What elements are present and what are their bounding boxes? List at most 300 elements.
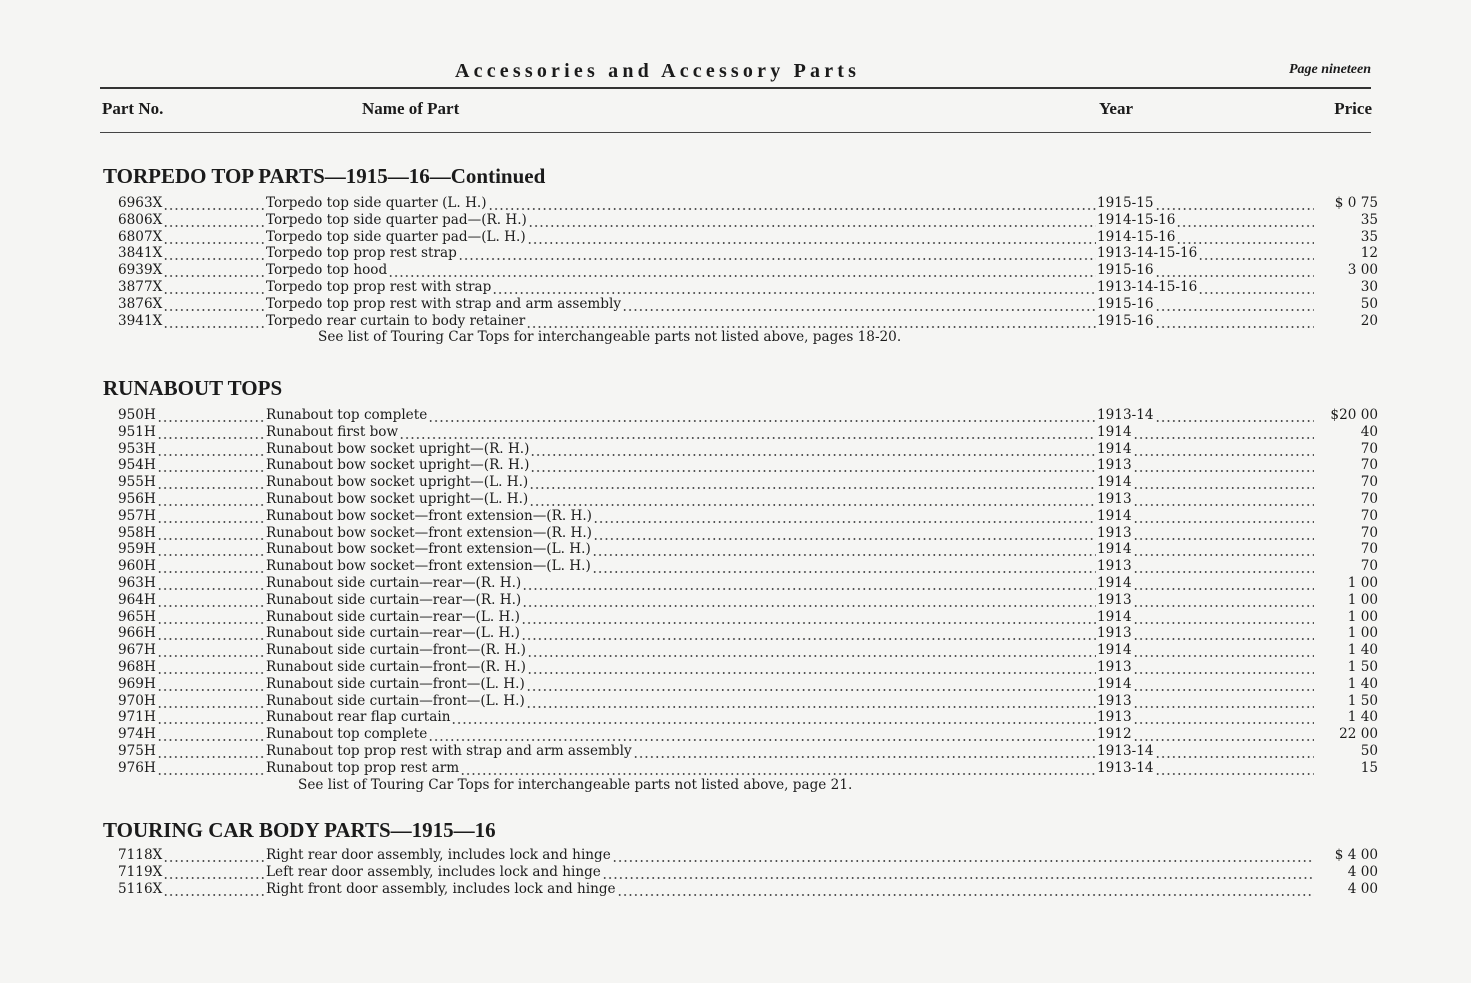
part-number: 969H	[118, 675, 156, 692]
dot-leader	[527, 642, 1096, 659]
price: 70	[1360, 524, 1378, 541]
year: 1913	[1097, 490, 1132, 507]
part-number-cell	[118, 743, 266, 760]
part-number-cell	[118, 229, 266, 246]
dot-leader	[1198, 279, 1314, 296]
dot-leader	[488, 195, 1096, 212]
year-cell	[1097, 195, 1315, 212]
year: 1913-14-15-16	[1097, 245, 1198, 262]
part-name: Runabout side curtain—rear—(R. H.)	[266, 591, 522, 608]
part-name-cell	[266, 541, 1097, 558]
part-number: 968H	[118, 658, 156, 675]
dot-leader	[593, 508, 1096, 525]
year-cell	[1097, 313, 1315, 330]
part-name-cell	[266, 760, 1097, 777]
price: 1 00	[1347, 574, 1378, 591]
part-number-cell	[118, 212, 266, 229]
dot-leader	[157, 508, 265, 525]
price: 30	[1360, 278, 1378, 295]
part-number: 950H	[118, 407, 156, 423]
price: 50	[1360, 742, 1378, 759]
year-cell	[1097, 508, 1315, 525]
price: 50	[1360, 295, 1378, 312]
year-cell	[1097, 279, 1315, 296]
year-cell	[1097, 457, 1315, 474]
price: 70	[1360, 457, 1378, 474]
dot-leader	[157, 407, 265, 424]
year: 1913-14-15-16	[1097, 278, 1198, 295]
dot-leader	[592, 558, 1096, 575]
price: 1 40	[1347, 642, 1378, 659]
part-number: 955H	[118, 474, 156, 491]
dot-leader	[1133, 525, 1314, 542]
year-cell	[1097, 424, 1315, 441]
column-header-name: Name of Part	[362, 99, 460, 118]
part-name-cell	[266, 441, 1097, 458]
price: $ 0 75	[1334, 195, 1378, 211]
price: 70	[1360, 490, 1378, 507]
dot-leader	[157, 676, 265, 693]
year: 1913-14	[1097, 742, 1154, 759]
year-cell	[1097, 245, 1315, 262]
column-header-price: Price	[1334, 99, 1372, 118]
part-name-cell	[266, 592, 1097, 609]
dot-leader	[1198, 245, 1314, 262]
dot-leader	[1176, 229, 1314, 246]
price: $20 00	[1330, 407, 1378, 423]
dot-leader	[157, 693, 265, 710]
year-cell	[1097, 743, 1315, 760]
part-number: 6806X	[118, 211, 163, 228]
year: 1913	[1097, 457, 1132, 474]
year-cell	[1097, 541, 1315, 558]
dot-leader	[1155, 743, 1315, 760]
table-row	[118, 457, 1378, 474]
dot-leader	[1155, 195, 1315, 212]
column-header-rule	[100, 132, 1371, 133]
year: 1914	[1097, 423, 1132, 440]
part-number: 957H	[118, 507, 156, 524]
dot-leader	[633, 743, 1096, 760]
year: 1913	[1097, 558, 1132, 575]
price: 70	[1360, 541, 1378, 558]
dot-leader	[388, 262, 1096, 279]
part-name: Runabout side curtain—front—(L. H.)	[266, 692, 525, 709]
part-name-cell	[266, 881, 1315, 898]
dot-leader	[1133, 676, 1314, 693]
price: 35	[1360, 211, 1378, 228]
year-cell	[1097, 609, 1315, 626]
table-row	[118, 441, 1378, 458]
dot-leader	[1133, 726, 1314, 743]
part-name-cell	[266, 676, 1097, 693]
part-number-cell	[118, 407, 266, 424]
part-number-cell	[118, 642, 266, 659]
dot-leader	[521, 625, 1096, 642]
dot-leader	[529, 491, 1096, 508]
section-title: TORPEDO TOP PARTS—1915—16—Continued	[103, 164, 546, 188]
part-name-cell	[266, 245, 1097, 262]
part-name-cell	[266, 558, 1097, 575]
part-number: 976H	[118, 759, 156, 776]
part-number-cell	[118, 609, 266, 626]
table-row	[118, 313, 1378, 330]
table-row	[118, 245, 1378, 262]
part-name-cell	[266, 847, 1315, 864]
year: 1915-16	[1097, 295, 1154, 312]
part-name: Runabout bow socket—front extension—(L. H.)	[266, 541, 591, 558]
dot-leader	[163, 296, 265, 313]
part-number: 951H	[118, 423, 156, 440]
part-name-cell	[266, 195, 1097, 212]
part-name: Runabout side curtain—front—(R. H.)	[266, 642, 526, 659]
price: 1 00	[1347, 591, 1378, 608]
dot-leader	[1133, 659, 1314, 676]
table-row	[118, 760, 1378, 777]
dot-leader	[163, 279, 265, 296]
table-row	[118, 693, 1378, 710]
dot-leader	[527, 659, 1096, 676]
year: 1913-14	[1097, 407, 1154, 423]
part-name: Runabout bow socket—front extension—(R. H.)	[266, 507, 592, 524]
dot-leader	[163, 229, 265, 246]
table-row	[118, 592, 1378, 609]
price: 40	[1360, 423, 1378, 440]
price: 70	[1360, 474, 1378, 491]
part-name: Runabout bow socket upright—(R. H.)	[266, 440, 530, 457]
part-number-cell	[118, 441, 266, 458]
year: 1914	[1097, 507, 1132, 524]
column-header-year: Year	[1099, 99, 1133, 118]
part-number: 3941X	[118, 312, 163, 329]
year-cell	[1097, 693, 1315, 710]
price: $ 4 00	[1334, 847, 1378, 863]
part-name: Torpedo top hood	[266, 262, 388, 279]
year: 1912	[1097, 726, 1132, 743]
year: 1914-15-16	[1097, 211, 1176, 228]
part-number: 960H	[118, 558, 156, 575]
dot-leader	[1133, 508, 1314, 525]
dot-leader	[163, 262, 265, 279]
dot-leader	[163, 881, 265, 898]
part-name-cell	[266, 262, 1097, 279]
dot-leader	[528, 212, 1096, 229]
section-title: TOURING CAR BODY PARTS—1915—16	[103, 818, 496, 842]
part-number-cell	[118, 693, 266, 710]
year-cell	[1097, 441, 1315, 458]
dot-leader	[157, 525, 265, 542]
dot-leader	[157, 760, 265, 777]
part-name-cell	[266, 407, 1097, 424]
dot-leader	[163, 212, 265, 229]
dot-leader	[1133, 642, 1314, 659]
part-number-cell	[118, 508, 266, 525]
dot-leader	[157, 441, 265, 458]
part-number-cell	[118, 525, 266, 542]
dot-leader	[1133, 558, 1314, 575]
parts-table-runabout	[118, 407, 1378, 793]
part-name: Torpedo top side quarter pad—(R. H.)	[266, 211, 527, 228]
dot-leader	[1133, 474, 1314, 491]
price: 1 00	[1347, 625, 1378, 642]
part-name-cell	[266, 575, 1097, 592]
table-row	[118, 847, 1378, 864]
part-number-cell	[118, 541, 266, 558]
table-row	[118, 491, 1378, 508]
part-number-cell	[118, 726, 266, 743]
dot-leader	[1155, 296, 1315, 313]
table-row	[118, 508, 1378, 525]
dot-leader	[157, 491, 265, 508]
part-number-cell	[118, 558, 266, 575]
part-name-cell	[266, 709, 1097, 726]
year-cell	[1097, 212, 1315, 229]
dot-leader	[526, 693, 1096, 710]
part-name-cell	[266, 659, 1097, 676]
year-cell	[1097, 625, 1315, 642]
price: 15	[1360, 759, 1378, 776]
part-name-cell	[266, 313, 1097, 330]
part-name-cell	[266, 642, 1097, 659]
part-number: 3876X	[118, 295, 163, 312]
year-cell	[1097, 659, 1315, 676]
dot-leader	[1133, 709, 1314, 726]
dot-leader	[451, 709, 1096, 726]
dot-leader	[527, 229, 1096, 246]
dot-leader	[157, 609, 265, 626]
part-number-cell	[118, 195, 266, 212]
dot-leader	[492, 279, 1096, 296]
dot-leader	[1133, 625, 1314, 642]
section-note: See list of Touring Car Tops for interchangeable parts not listed above, pages 18-20.	[318, 329, 902, 346]
dot-leader	[157, 457, 265, 474]
year-cell	[1097, 262, 1315, 279]
part-name: Runabout bow socket upright—(R. H.)	[266, 457, 530, 474]
table-row	[118, 659, 1378, 676]
part-name: Runabout side curtain—rear—(L. H.)	[266, 608, 520, 625]
part-name: Torpedo top side quarter pad—(L. H.)	[266, 228, 526, 245]
part-number-cell	[118, 424, 266, 441]
part-name-cell	[266, 474, 1097, 491]
section-title: RUNABOUT TOPS	[103, 376, 283, 400]
dot-leader	[1133, 491, 1314, 508]
year: 1913	[1097, 692, 1132, 709]
dot-leader	[530, 457, 1096, 474]
part-name: Torpedo top prop rest with strap and arm assembly	[266, 295, 622, 312]
year: 1914	[1097, 574, 1132, 591]
table-row	[118, 609, 1378, 626]
dot-leader	[622, 296, 1096, 313]
price: 12	[1360, 245, 1378, 262]
year-cell	[1097, 642, 1315, 659]
part-name-cell	[266, 726, 1097, 743]
part-number: 965H	[118, 608, 156, 625]
year-cell	[1097, 760, 1315, 777]
part-number: 956H	[118, 490, 156, 507]
dot-leader	[163, 847, 265, 864]
price: 1 00	[1347, 608, 1378, 625]
part-name: Torpedo top prop rest with strap	[266, 278, 492, 295]
dot-leader	[1133, 609, 1314, 626]
part-number: 6807X	[118, 228, 163, 245]
part-number: 3877X	[118, 278, 163, 295]
year: 1913	[1097, 658, 1132, 675]
part-name-cell	[266, 743, 1097, 760]
part-number-cell	[118, 709, 266, 726]
year-cell	[1097, 229, 1315, 246]
part-number: 954H	[118, 457, 156, 474]
table-row	[118, 558, 1378, 575]
table-row	[118, 726, 1378, 743]
part-number: 971H	[118, 709, 156, 726]
page-number: Page nineteen	[1288, 62, 1371, 77]
dot-leader	[1133, 441, 1314, 458]
part-name-cell	[266, 229, 1097, 246]
table-row	[118, 525, 1378, 542]
dot-leader	[157, 575, 265, 592]
year-cell	[1097, 592, 1315, 609]
part-name: Runabout rear flap curtain	[266, 709, 451, 726]
parts-table-touring-body	[118, 847, 1378, 897]
dot-leader	[1155, 262, 1315, 279]
part-name: Runabout first bow	[266, 423, 399, 440]
part-number-cell	[118, 676, 266, 693]
part-name: Runabout bow socket upright—(L. H.)	[266, 490, 529, 507]
part-name: Runabout side curtain—front—(L. H.)	[266, 675, 525, 692]
year: 1915-16	[1097, 312, 1154, 329]
dot-leader	[428, 726, 1096, 743]
table-row	[118, 575, 1378, 592]
part-number-cell	[118, 592, 266, 609]
dot-leader	[163, 313, 265, 330]
dot-leader	[458, 245, 1096, 262]
table-row	[118, 212, 1378, 229]
part-number: 7118X	[118, 847, 163, 863]
dot-leader	[157, 709, 265, 726]
dot-leader	[602, 864, 1314, 881]
part-name: Runabout side curtain—rear—(R. H.)	[266, 574, 522, 591]
dot-leader	[157, 642, 265, 659]
year-cell	[1097, 491, 1315, 508]
dot-leader	[529, 474, 1096, 491]
part-number-cell	[118, 864, 266, 881]
part-name: Right rear door assembly, includes lock and hinge	[266, 847, 611, 863]
part-name: Runabout top prop rest arm	[266, 759, 460, 776]
year-cell	[1097, 474, 1315, 491]
dot-leader	[1155, 760, 1315, 777]
part-number-cell	[118, 659, 266, 676]
dot-leader	[1176, 212, 1314, 229]
dot-leader	[1155, 313, 1315, 330]
part-number: 5116X	[118, 880, 163, 897]
part-name: Torpedo rear curtain to body retainer	[266, 312, 526, 329]
price: 3 00	[1347, 262, 1378, 279]
part-number-cell	[118, 575, 266, 592]
table-row	[118, 881, 1378, 898]
part-name-cell	[266, 491, 1097, 508]
dot-leader	[157, 541, 265, 558]
dot-leader	[1133, 592, 1314, 609]
part-name: Runabout top complete	[266, 726, 428, 743]
part-number-cell	[118, 881, 266, 898]
dot-leader	[157, 726, 265, 743]
header-rule	[100, 87, 1371, 89]
part-number-cell	[118, 279, 266, 296]
part-number: 959H	[118, 541, 156, 558]
part-name-cell	[266, 457, 1097, 474]
year: 1913	[1097, 591, 1132, 608]
year: 1913-14	[1097, 759, 1154, 776]
part-name: Runabout top prop rest with strap and arm assembly	[266, 742, 632, 759]
part-name-cell	[266, 609, 1097, 626]
table-row	[118, 642, 1378, 659]
part-name-cell	[266, 693, 1097, 710]
year: 1914	[1097, 474, 1132, 491]
part-name: Runabout top complete	[266, 407, 428, 423]
part-number: 967H	[118, 642, 156, 659]
part-number: 970H	[118, 692, 156, 709]
dot-leader	[163, 864, 265, 881]
dot-leader	[163, 195, 265, 212]
dot-leader	[157, 625, 265, 642]
part-name-cell	[266, 508, 1097, 525]
dot-leader	[593, 525, 1096, 542]
dot-leader	[1133, 575, 1314, 592]
part-name-cell	[266, 424, 1097, 441]
part-name: Runabout bow socket—front extension—(R. H.)	[266, 524, 592, 541]
part-number-cell	[118, 262, 266, 279]
dot-leader	[399, 424, 1096, 441]
table-row	[118, 676, 1378, 693]
year-cell	[1097, 575, 1315, 592]
dot-leader	[157, 558, 265, 575]
table-row	[118, 709, 1378, 726]
part-name: Runabout bow socket upright—(L. H.)	[266, 474, 529, 491]
part-number: 3841X	[118, 245, 163, 262]
year: 1914	[1097, 675, 1132, 692]
year: 1914	[1097, 608, 1132, 625]
table-row	[118, 262, 1378, 279]
dot-leader	[592, 541, 1096, 558]
price: 20	[1360, 312, 1378, 329]
part-name: Torpedo top side quarter (L. H.)	[266, 195, 487, 211]
dot-leader	[163, 245, 265, 262]
dot-leader	[1155, 407, 1315, 424]
year-cell	[1097, 558, 1315, 575]
part-number: 953H	[118, 440, 156, 457]
part-name-cell	[266, 864, 1315, 881]
dot-leader	[460, 760, 1096, 777]
part-number-cell	[118, 625, 266, 642]
part-number: 7119X	[118, 863, 163, 880]
dot-leader	[521, 609, 1096, 626]
dot-leader	[157, 592, 265, 609]
part-name-cell	[266, 525, 1097, 542]
part-name: Right front door assembly, includes lock and hinge	[266, 880, 616, 897]
dot-leader	[522, 575, 1096, 592]
year-cell	[1097, 407, 1315, 424]
dot-leader	[428, 407, 1096, 424]
section-note: See list of Touring Car Tops for interchangeable parts not listed above, page 21.	[298, 776, 853, 793]
dot-leader	[526, 676, 1096, 693]
year: 1914	[1097, 440, 1132, 457]
part-number: 958H	[118, 524, 156, 541]
year: 1913	[1097, 709, 1132, 726]
price: 1 50	[1347, 692, 1378, 709]
year: 1913	[1097, 524, 1132, 541]
table-row	[118, 279, 1378, 296]
part-number: 963H	[118, 574, 156, 591]
